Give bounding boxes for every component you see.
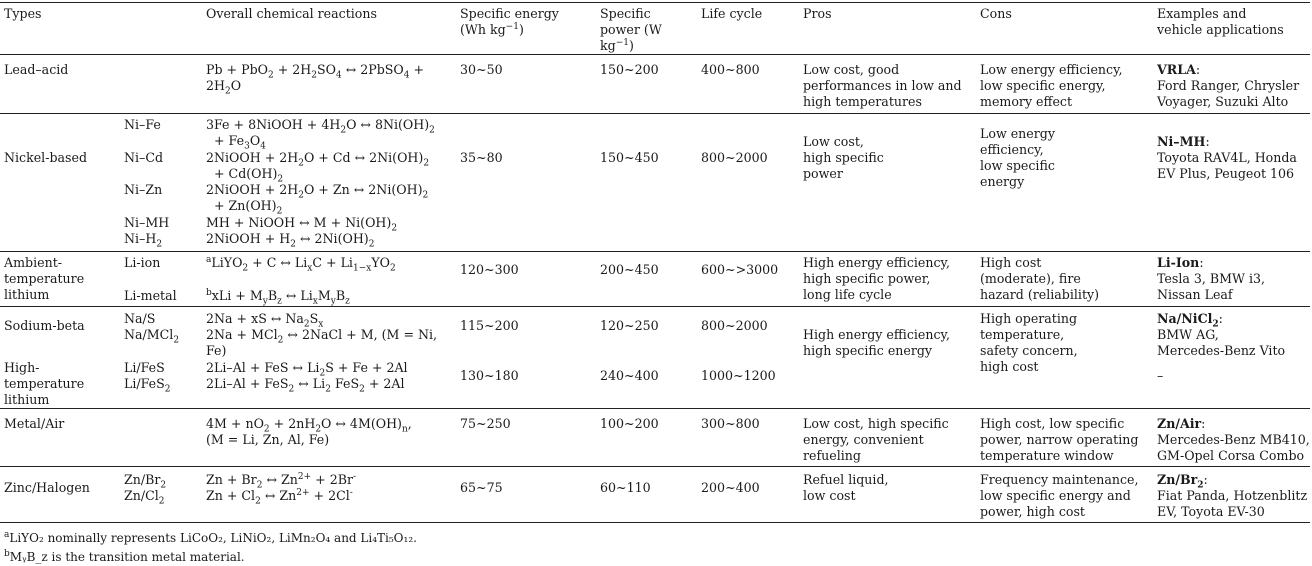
hightemp-energy: 130~180 <box>460 368 519 383</box>
col-header-types: Types <box>4 6 42 21</box>
hightemp-sub-fes: Li/FeS <box>124 360 165 375</box>
zinc-pros: Refuel liquid, low cost <box>803 472 889 503</box>
metalair-reaction: $4M + nO_2 + 2nH_2O$ ↔ $4M(OH)_n$, (M = Li, Zn, Al, Fe) <box>206 416 412 447</box>
row-rule-2 <box>0 251 1310 252</box>
metalair-energy: 75~250 <box>460 416 511 431</box>
zinc-cons: Frequency maintenance, low specific energy and power, high cost <box>980 472 1139 519</box>
lithium-examples: Li-Ion: Tesla 3, BMW i3, Nissan Leaf <box>1157 255 1266 302</box>
lead-examples: VRLA: Ford Ranger, Chrysler Voyager, Suzuki Alto <box>1157 62 1300 109</box>
lithium-reaction-metal: $^bxLi + M_yB_z$ ↔ $Li_xM_yB_z$ <box>206 287 350 307</box>
zinc-life: 200~400 <box>701 480 760 495</box>
nickel-examples: Ni–MH: Toyota RAV4L, Honda EV Plus, Peugeot 106 <box>1157 134 1297 181</box>
footnote-a: $^a$LiYO₂ nominally represents LiCoO₂, LiNiO₂, LiMn₂O₄ and Li₄Ti₅O₁₂. <box>4 530 417 545</box>
lithium-pros: High energy efficiency, high specific power, long life cycle <box>803 255 950 302</box>
lead-reaction: $Pb + PbO_2 + 2H_2SO_4$ ↔ 2PbSO$_4$ + $2H_2O$ <box>206 62 425 97</box>
nickel-life: 800~2000 <box>701 150 768 165</box>
hightemp-power: 240~400 <box>600 368 659 383</box>
lead-cons: Low energy efficiency, low specific energy, memory effect <box>980 62 1123 109</box>
nickel-reaction-nih2: 2NiOOH + $H_2$ ↔ $2Ni(OH)_2$ <box>206 231 375 250</box>
lead-type: Lead–acid <box>4 62 69 77</box>
metalair-type: Metal/Air <box>4 416 65 431</box>
sodium-sub-nas: Na/S <box>124 311 156 326</box>
sodium-reaction-nas: 2Na + xS ↔ $Na_2S_x$ <box>206 311 324 330</box>
lithium-reaction-ion: $^a$LiYO$_2$ + C ↔ $Li_xC + Li_{1-x}YO_2$ <box>206 254 396 274</box>
sodium-pros: High energy efficiency, high specific energy <box>803 327 950 358</box>
hightemp-life: 1000~1200 <box>701 368 776 383</box>
lithium-sub-ion: Li-ion <box>124 255 161 270</box>
nickel-sub-nizn: Ni–Zn <box>124 182 163 197</box>
sodium-sub-namcl2: Na/MCl$_2$ <box>124 327 180 346</box>
lead-pros: Low cost, good performances in low and high temperatures <box>803 62 962 109</box>
lead-life: 400~800 <box>701 62 760 77</box>
col-header-cons: Cons <box>980 6 1012 21</box>
zinc-sub-br2: $Zn/Br_2$ <box>124 472 167 491</box>
zinc-examples: $Zn/Br_2$: Fiat Panda, Hotzenblitz EV, Toyota EV-30 <box>1157 472 1308 519</box>
nickel-reaction-nicd: 2NiOOH + $2H_2O + Cd$ ↔ $2Ni(OH)_2$ + $Cd(OH)_2$ <box>206 150 430 185</box>
metalair-examples: Zn/Air: Mercedes-Benz MB410, GM-Opel Corsa Combo <box>1157 416 1310 463</box>
zinc-energy: 65~75 <box>460 480 503 495</box>
table-bottom-rule <box>0 522 1310 523</box>
col-header-reactions: Overall chemical reactions <box>206 6 377 21</box>
metalair-power: 100~200 <box>600 416 659 431</box>
nickel-cons: Low energy efficiency, low specific energy <box>980 126 1055 189</box>
sodium-life: 800~2000 <box>701 318 768 333</box>
nickel-type: Nickel-based <box>4 150 88 165</box>
sodium-energy: 115~200 <box>460 318 519 333</box>
lithium-life: 600~>3000 <box>701 262 779 277</box>
hightemp-examples-dash: – <box>1157 368 1164 383</box>
sodium-reaction-namcl2: 2Na + MCl$_2$ ↔ 2NaCl + M, (M = Ni, Fe) <box>206 327 438 358</box>
nickel-sub-nicd: Ni–Cd <box>124 150 164 165</box>
zinc-type: Zinc/Halogen <box>4 480 90 495</box>
lithium-cons: High cost (moderate), fire hazard (reliability) <box>980 255 1100 302</box>
lithium-type: Ambient- temperature lithium <box>4 255 85 302</box>
row-rule-3 <box>0 306 1310 307</box>
lithium-energy: 120~300 <box>460 262 519 277</box>
nickel-reaction-nife: 3Fe + 8NiOOH + $4H_2O$ ↔ $8Ni(OH)_2$ + $Fe_3O_4$ <box>206 117 435 152</box>
nickel-sub-nife: Ni–Fe <box>124 117 161 132</box>
hightemp-reaction-fes: 2Li–Al + FeS ↔ $Li_2S + Fe + 2Al$ <box>206 360 408 379</box>
nickel-sub-nimh: Ni–MH <box>124 215 170 230</box>
sodium-power: 120~250 <box>600 318 659 333</box>
col-header-energy: Specific energy (Wh $kg^{-1}$) <box>460 6 559 37</box>
nickel-reaction-nizn: 2NiOOH + $2H_2O + Zn$ ↔ $2Ni(OH)_2$ + $Zn(OH)_2$ <box>206 182 429 217</box>
sodium-examples: Na/NiCl$_2$: BMW AG, Mercedes-Benz Vito <box>1157 311 1286 358</box>
nickel-power: 150~450 <box>600 150 659 165</box>
sodium-cons: High operating temperature, safety concern, high cost <box>980 311 1078 374</box>
row-rule-1 <box>0 113 1310 114</box>
sodium-type: Sodium-beta <box>4 318 85 333</box>
row-rule-4 <box>0 408 1310 409</box>
nickel-energy: 35~80 <box>460 150 503 165</box>
header-rule <box>0 54 1310 55</box>
footnote-b: $^b$MᵧB_z is the transition metal material. <box>4 549 245 564</box>
hightemp-type: High- temperature lithium <box>4 360 85 407</box>
col-header-examples: Examples and vehicle applications <box>1157 6 1284 37</box>
table-top-rule <box>0 2 1310 3</box>
lithium-power: 200~450 <box>600 262 659 277</box>
zinc-reaction-cl2: $Zn + Cl_2$ ↔ $Zn^{2+} + 2Cl^-$ <box>206 487 353 507</box>
row-rule-5 <box>0 466 1310 467</box>
metalair-life: 300~800 <box>701 416 760 431</box>
col-header-pros: Pros <box>803 6 832 21</box>
zinc-power: 60~110 <box>600 480 651 495</box>
hightemp-sub-fes2: Li/FeS$_2$ <box>124 376 171 395</box>
nickel-pros: Low cost, high specific power <box>803 134 884 181</box>
lead-energy: 30~50 <box>460 62 503 77</box>
metalair-cons: High cost, low specific power, narrow operating temperature window <box>980 416 1139 463</box>
zinc-sub-cl2: $Zn/Cl_2$ <box>124 488 165 507</box>
hightemp-reaction-fes2: 2Li–Al + FeS$_2$ ↔ $Li_2$ FeS$_2$ + 2Al <box>206 376 405 395</box>
nickel-reaction-nimh: MH + NiOOH ↔ $M + Ni(OH)_2$ <box>206 215 398 234</box>
metalair-pros: Low cost, high specific energy, convenient refueling <box>803 416 949 463</box>
nickel-sub-nih2: $Ni-H_2$ <box>124 231 163 250</box>
zinc-reaction-br2: $Zn + Br_2$ ↔ $Zn^{2+} + 2Br^-$ <box>206 471 357 491</box>
lead-power: 150~200 <box>600 62 659 77</box>
col-header-power: Specific power (W $kg^{-1}$) <box>600 6 662 53</box>
lithium-sub-metal: Li-metal <box>124 288 177 303</box>
col-header-life: Life cycle <box>701 6 763 21</box>
